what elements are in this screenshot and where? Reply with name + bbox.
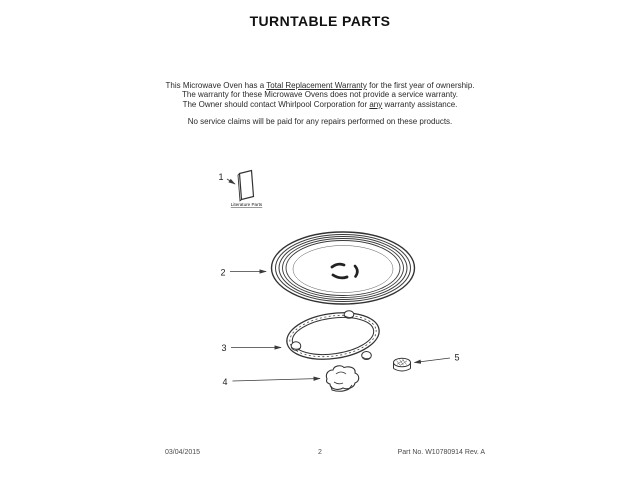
literature-parts-caption: Literature Parts xyxy=(230,202,263,207)
callout-number-5: 5 xyxy=(454,352,460,363)
coupler-bottom-edge xyxy=(394,369,411,372)
part-3-roller-ring xyxy=(221,307,382,365)
callout-number-4: 4 xyxy=(222,377,228,387)
tray-center-recess-top xyxy=(332,264,344,267)
callout-number-1: 1 xyxy=(218,172,224,182)
tray-ring-2 xyxy=(276,235,411,302)
footer-date: 03/04/2015 xyxy=(165,449,201,456)
hub-body-shape xyxy=(326,366,358,390)
tray-inner-floor-line xyxy=(293,246,393,293)
tray-ring-4 xyxy=(283,239,404,298)
footer-page-number: 2 xyxy=(318,449,322,456)
part-5-coupler xyxy=(394,353,460,372)
callout-number-3: 3 xyxy=(221,343,227,353)
book-cover-shape xyxy=(240,171,254,200)
warranty-line-1-pre: This Microwave Oven has a xyxy=(165,81,267,90)
tray-ring-5 xyxy=(286,241,400,296)
tray-ring-3 xyxy=(279,237,407,300)
footer-part-number: Part No. W10780914 Rev. A xyxy=(397,449,485,456)
leader-arrow-5 xyxy=(415,358,451,363)
warranty-line-1-underlined: Total Replacement Warranty xyxy=(266,81,367,90)
coupler-top-face xyxy=(394,358,411,367)
page-title: TURNTABLE PARTS xyxy=(249,13,391,29)
warranty-line-4: No service claims will be paid for any repairs performed on these products. xyxy=(187,117,453,127)
leader-arrow-4 xyxy=(233,379,321,382)
callout-number-2: 2 xyxy=(220,267,226,278)
leader-arrow-1 xyxy=(227,179,235,184)
warranty-line-3-post: warranty assistance. xyxy=(382,99,458,109)
part-1-literature-book xyxy=(218,171,262,208)
warranty-line-3-pre: The Owner should contact Whirlpool Corporation for xyxy=(182,99,370,109)
warranty-line-2: The warranty for these Microwave Ovens does not provide a service warranty. xyxy=(182,90,458,100)
tray-center-recess-bottom xyxy=(333,275,347,278)
part-2-turntable-tray xyxy=(220,232,414,304)
warranty-line-3-underlined: any xyxy=(369,99,383,109)
part-4-turntable-hub xyxy=(222,366,358,392)
warranty-line-1-post: for the first year of ownership. xyxy=(366,81,475,90)
tray-center-recess-right xyxy=(355,266,357,277)
